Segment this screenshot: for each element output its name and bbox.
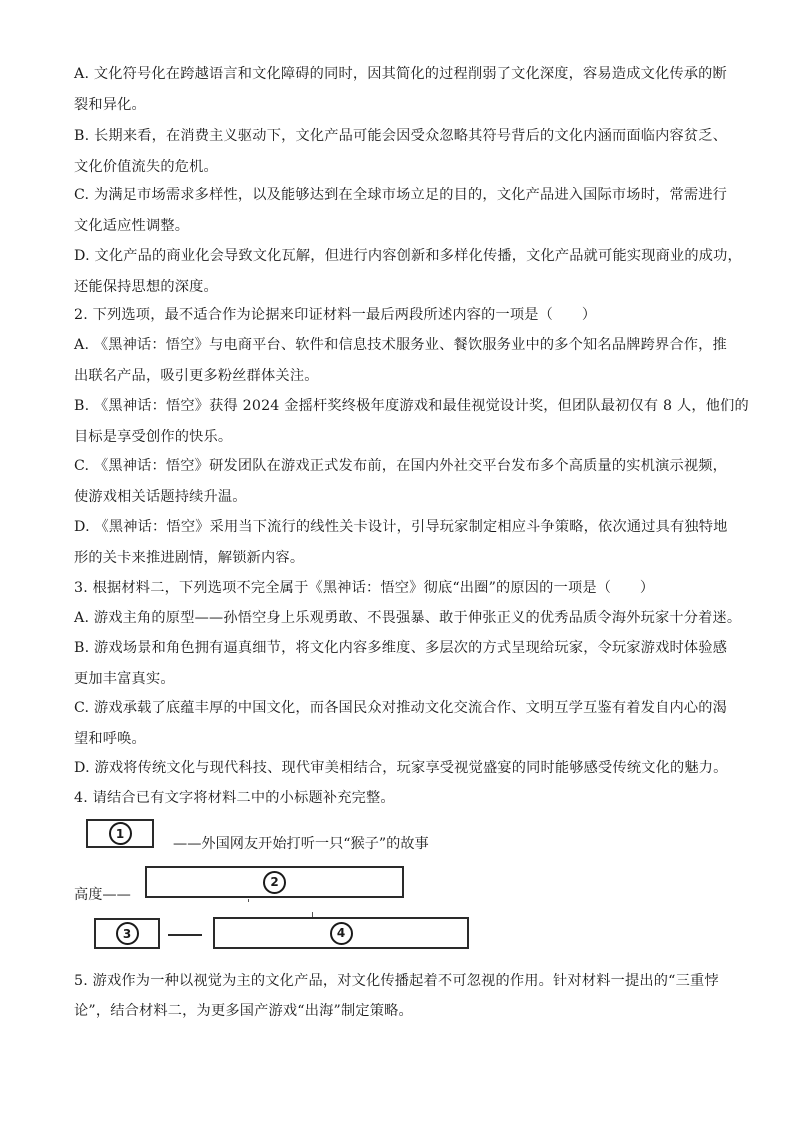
q2-option-b-line1: B. 《黑神话：悟空》获得 2024 金摇杆奖终极年度游戏和最佳视觉设计奖，但团队最初仅有 8 人，他们的: [74, 398, 749, 414]
question-2: 2. 下列选项，最不适合作为论据来印证材料一最后两段所述内容的一项是（ ）: [74, 307, 597, 323]
connector-dash: [168, 934, 202, 936]
option-b-line2: 文化价值流失的危机。: [74, 159, 218, 175]
heading-blank-1: [86, 819, 154, 848]
heading-1-caption: ——外国网友开始打听一只“猴子”的故事: [173, 836, 429, 852]
q2-option-a-line2: 出联名产品，吸引更多粉丝群体关注。: [74, 368, 319, 384]
option-d-line1: D. 文化产品的商业化会导致文化瓦解，但进行内容创新和多样化传播，文化产品就可能实现商业的成功，: [74, 248, 742, 264]
question-4: 4. 请结合已有文字将材料二中的小标题补充完整。: [74, 790, 395, 806]
option-c-line2: 文化适应性调整。: [74, 218, 190, 234]
option-a-line1: A. 文化符号化在跨越语言和文化障碍的同时，因其简化的过程削弱了文化深度，容易造成文化传承的断: [74, 66, 727, 82]
q2-option-d-line1: D. 《黑神话：悟空》采用当下流行的线性关卡设计，引导玩家制定相应斗争策略，依次通过具有独特地: [74, 519, 728, 535]
heading-blank-2: [145, 866, 404, 898]
question-5-line2: 论”，结合材料二，为更多国产游戏“出海”制定策略。: [74, 1003, 413, 1019]
heading-blank-3: [94, 918, 160, 949]
option-c-line1: C. 为满足市场需求多样性，以及能够达到在全球市场立足的目的，文化产品进入国际市场时，常需进行: [74, 187, 728, 203]
circled-number-4: 4: [330, 922, 353, 945]
scan-mark: [248, 899, 249, 902]
q3-option-b-line2: 更加丰富真实。: [74, 671, 175, 687]
circled-number-3: 3: [116, 922, 139, 945]
q2-option-c-line2: 使游戏相关话题持续升温。: [74, 489, 247, 505]
q2-option-a-line1: A. 《黑神话：悟空》与电商平台、软件和信息技术服务业、餐饮服务业中的多个知名品牌跨界合作，推: [74, 337, 727, 353]
q3-option-c-line1: C. 游戏承载了底蕴丰厚的中国文化，而各国民众对推动文化交流合作、文明互学互鉴有着发自内心的渴: [74, 700, 728, 716]
heading-2-prefix: 高度——: [74, 887, 131, 903]
q3-option-c-line2: 望和呼唤。: [74, 731, 146, 747]
option-b-line1: B. 长期来看，在消费主义驱动下，文化产品可能会因受众忽略其符号背后的文化内涵而面临内容贫乏、: [74, 128, 728, 144]
heading-blank-4: [213, 917, 469, 949]
q2-option-c-line1: C. 《黑神话：悟空》研发团队在游戏正式发布前，在国内外社交平台发布多个高质量的实机演示视频，: [74, 458, 728, 474]
option-a-line2: 裂和异化。: [74, 97, 146, 113]
q3-option-b-line1: B. 游戏场景和角色拥有逼真细节，将文化内容多维度、多层次的方式呈现给玩家，令玩家游戏时体验感: [74, 640, 728, 656]
question-3: 3. 根据材料二，下列选项不完全属于《黑神话：悟空》彻底“出圈”的原因的一项是（ ）: [74, 580, 655, 596]
q2-option-d-line2: 形的关卡来推进剧情，解锁新内容。: [74, 550, 305, 566]
q3-option-a: A. 游戏主角的原型——孙悟空身上乐观勇敢、不畏强暴、敢于伸张正义的优秀品质令海外玩家十分着迷。: [74, 610, 742, 626]
question-5-line1: 5. 游戏作为一种以视觉为主的文化产品，对文化传播起着不可忽视的作用。针对材料一提出的“三重悖: [74, 973, 719, 989]
circled-number-1: 1: [109, 822, 132, 845]
q3-option-d: D. 游戏将传统文化与现代科技、现代审美相结合，玩家享受视觉盛宴的同时能够感受传统文化的魅力。: [74, 760, 728, 776]
circled-number-2: 2: [263, 871, 286, 894]
option-d-line2: 还能保持思想的深度。: [74, 279, 218, 295]
q2-option-b-line2: 目标是享受创作的快乐。: [74, 429, 233, 445]
